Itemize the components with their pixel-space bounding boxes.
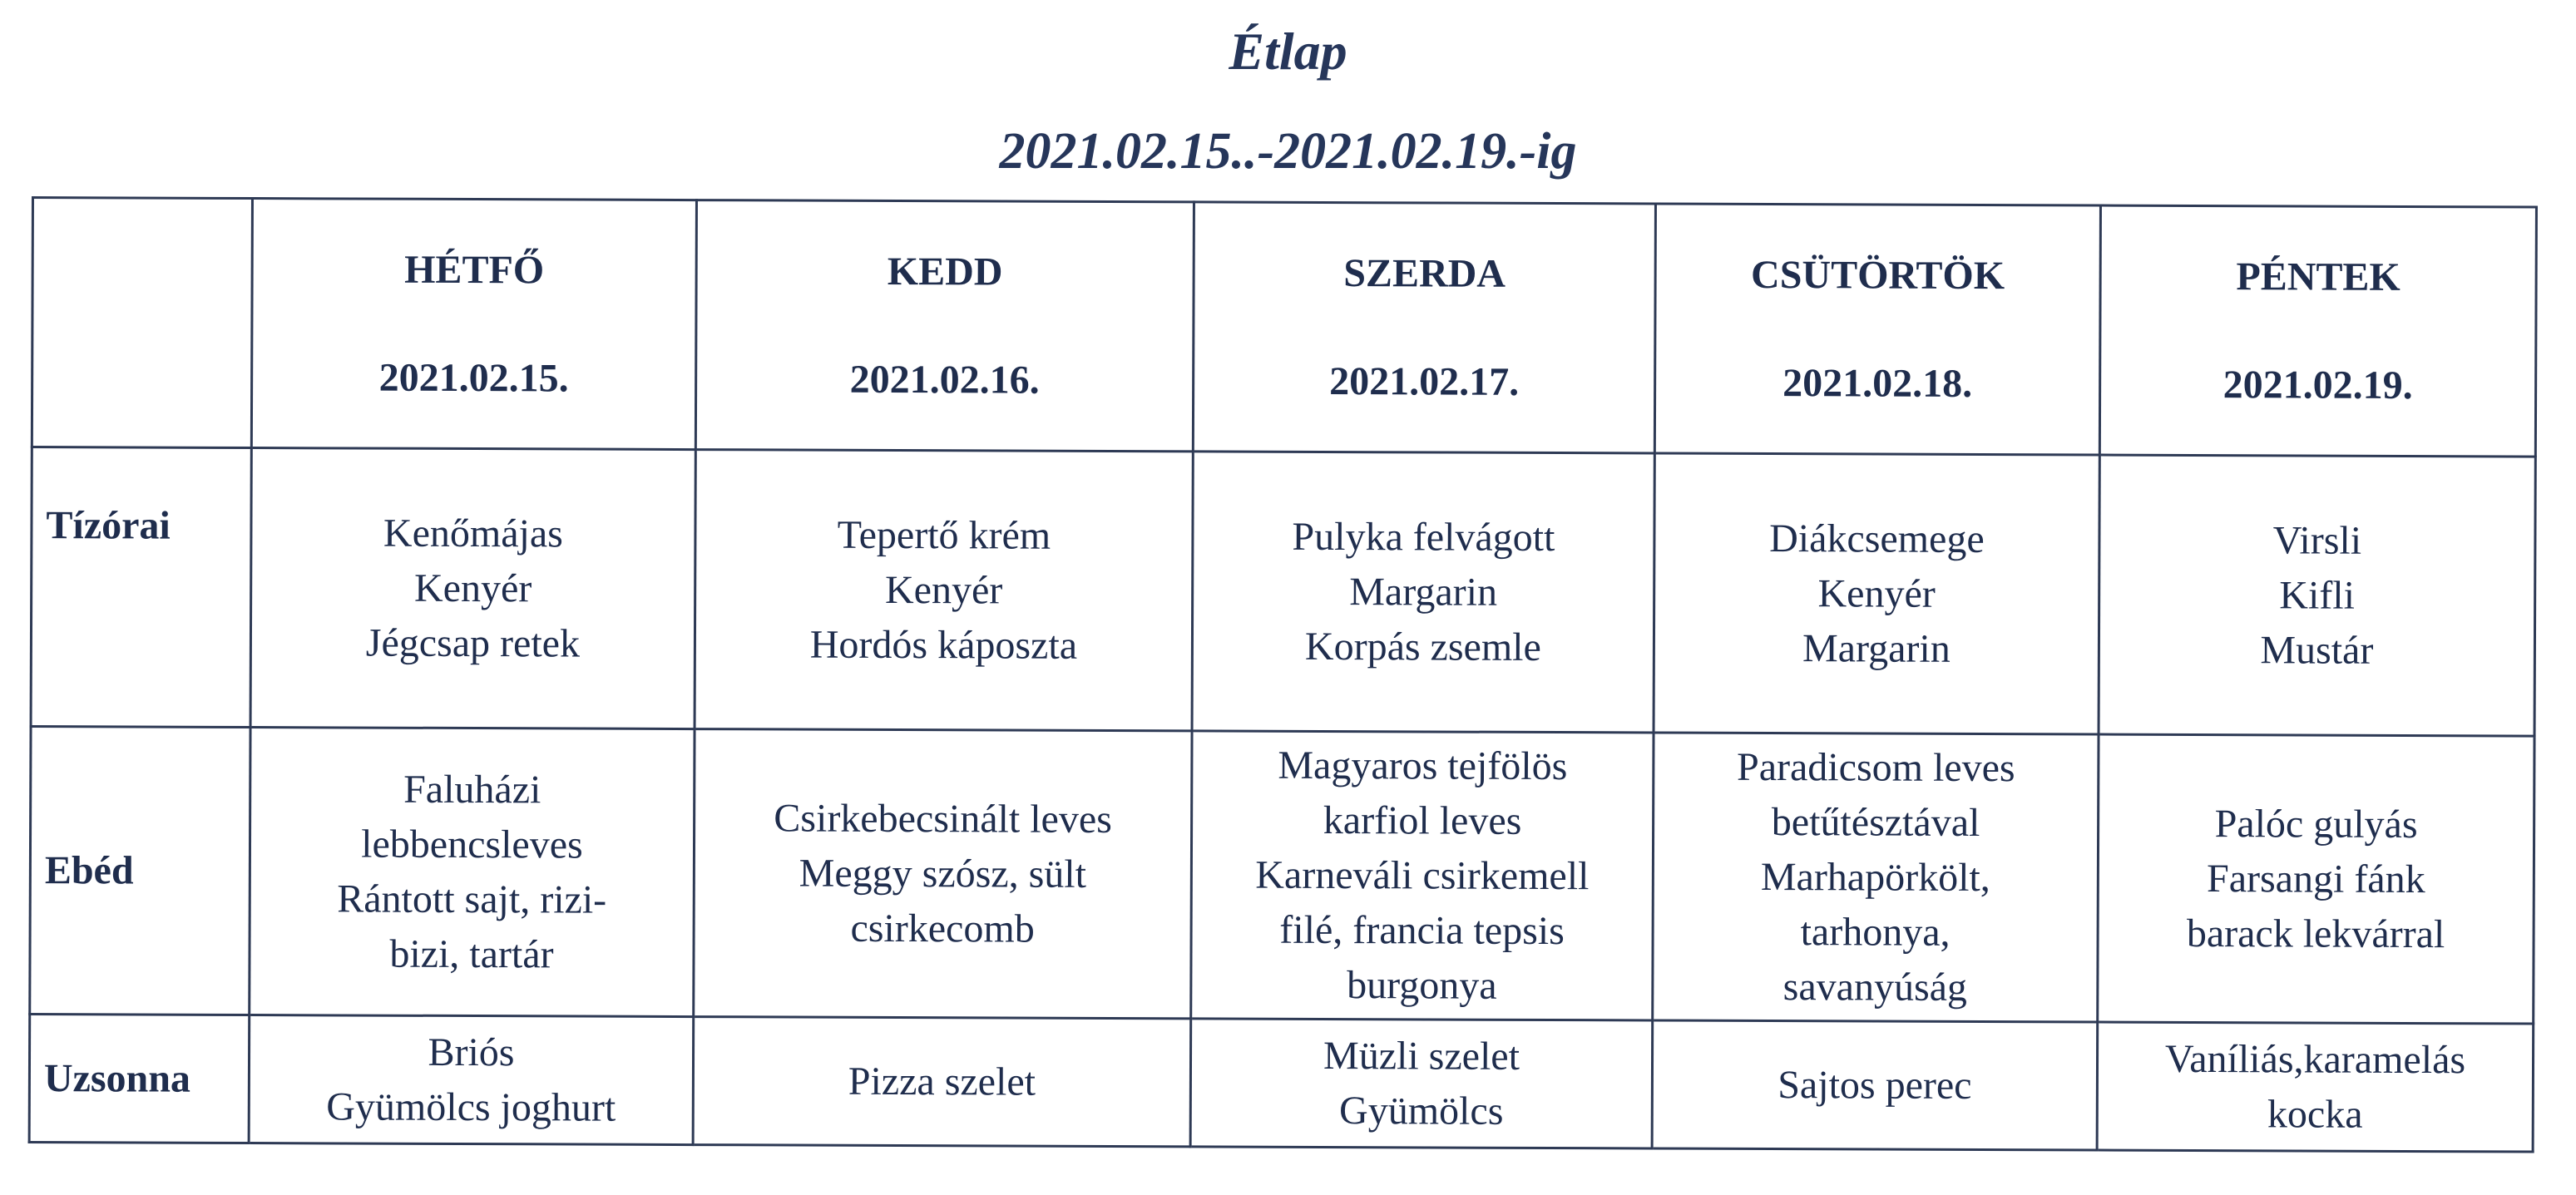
menu-item: Karneváli csirkemell [1255,852,1590,898]
page-title: Étlap [1229,22,1347,81]
meal-label: Tízórai [31,447,251,728]
menu-item: Margarin [1349,569,1498,615]
menu-item: Vaníliás,karamelás [2164,1036,2466,1082]
menu-item: Marhapörkölt, [1760,854,1990,900]
day-name: KEDD [887,249,1003,294]
menu-item: Mustár [2260,627,2374,673]
menu-item: Gyümölcs [1339,1088,1504,1133]
menu-cell [694,729,1192,1019]
day-header-friday [2099,205,2536,457]
menu-item: Meggy szósz, sült [799,851,1087,896]
meal-row-ebed [30,727,2534,1025]
day-name: PÉNTEK [2236,254,2400,299]
menu-item: Magyaros tejfölös [1278,743,1568,788]
menu-cell [1192,452,1654,733]
day-date: 2021.02.16. [849,357,1040,402]
menu-item: Palóc gulyás [2214,801,2418,847]
menu-item: lebbencsleves [361,822,583,867]
menu-cell [695,450,1193,731]
menu-item: Kenőmájas [383,511,564,556]
menu-item: Farsangi fánk [2206,856,2425,901]
menu-item: karfiol leves [1323,797,1522,843]
day-header-monday [251,199,696,450]
date-range: 2021.02.15..-2021.02.19.-ig [999,123,1577,180]
day-header-tuesday [695,200,1194,452]
menu-item: Virsli [2272,517,2362,563]
menu-cell [1654,453,2099,734]
menu-cell [249,1015,694,1145]
menu-item: Tepertő krém [837,512,1051,558]
menu-item: tarhonya, [1800,909,1951,955]
menu-item: Margarin [1802,625,1951,671]
menu-item: Csirkebecsinált leves [774,795,1113,842]
menu-item: Faluházi [403,767,541,812]
menu-item: Briós [428,1030,515,1074]
menu-table [28,196,2538,1153]
menu-cell [693,1017,1191,1147]
day-header-wednesday [1193,202,1655,453]
menu-cell [2097,1022,2534,1152]
menu-item: Pizza szelet [848,1059,1036,1104]
day-date: 2021.02.17. [1329,358,1520,404]
menu-item: filé, francia tepsis [1279,907,1565,953]
menu-item: barack lekvárral [2186,911,2445,956]
menu-item: kocka [2267,1091,2363,1137]
menu-item: Sajtos perec [1777,1062,1972,1108]
menu-item: csirkecomb [850,906,1035,951]
menu-cell [1652,1020,2098,1150]
menu-cell [250,448,695,729]
menu-item: Kenyér [884,567,1003,612]
day-name: CSÜTÖRTÖK [1751,252,2005,298]
menu-cell [1190,1019,1653,1148]
meal-row-tizorai [31,447,2535,737]
menu-item: Rántott sajt, rizi- [337,876,607,922]
meal-label: Ebéd [30,727,250,1015]
menu-item: Gyümölcs joghurt [326,1084,616,1130]
menu-item: Müzli szelet [1323,1033,1520,1079]
menu-cell [1191,731,1654,1020]
menu-item: Paradicsom leves [1736,744,2015,790]
menu-item: Diákcsemege [1769,516,1985,561]
menu-cell [2098,734,2534,1024]
day-header-thursday [1654,204,2100,455]
day-name: HÉTFŐ [404,247,545,292]
menu-item: burgonya [1347,962,1497,1008]
menu-item: Korpás zsemle [1304,624,1541,669]
menu-item: bizi, tartár [389,931,554,976]
menu-item: Pulyka felvágott [1292,514,1555,560]
menu-item: Kifli [2279,572,2356,618]
day-name: SZERDA [1343,250,1506,296]
menu-item: Kenyér [1817,570,1936,616]
menu-item: Jégcsap retek [365,620,581,666]
menu-item: betűtésztával [1771,799,1980,845]
header-row [32,198,2536,457]
menu-item: Hordós káposzta [809,622,1078,668]
menu-cell [2099,455,2535,736]
meal-row-uzsonna [29,1014,2534,1152]
day-date: 2021.02.19. [2222,362,2413,407]
meal-label: Uzsonna [29,1014,250,1143]
menu-item: Kenyér [413,565,532,610]
corner-cell [32,198,252,448]
menu-item: savanyúság [1782,964,1968,1010]
day-date: 2021.02.18. [1782,360,1973,406]
menu-cell [1653,733,2099,1022]
day-date: 2021.02.15. [378,355,569,400]
menu-cell [250,728,695,1017]
